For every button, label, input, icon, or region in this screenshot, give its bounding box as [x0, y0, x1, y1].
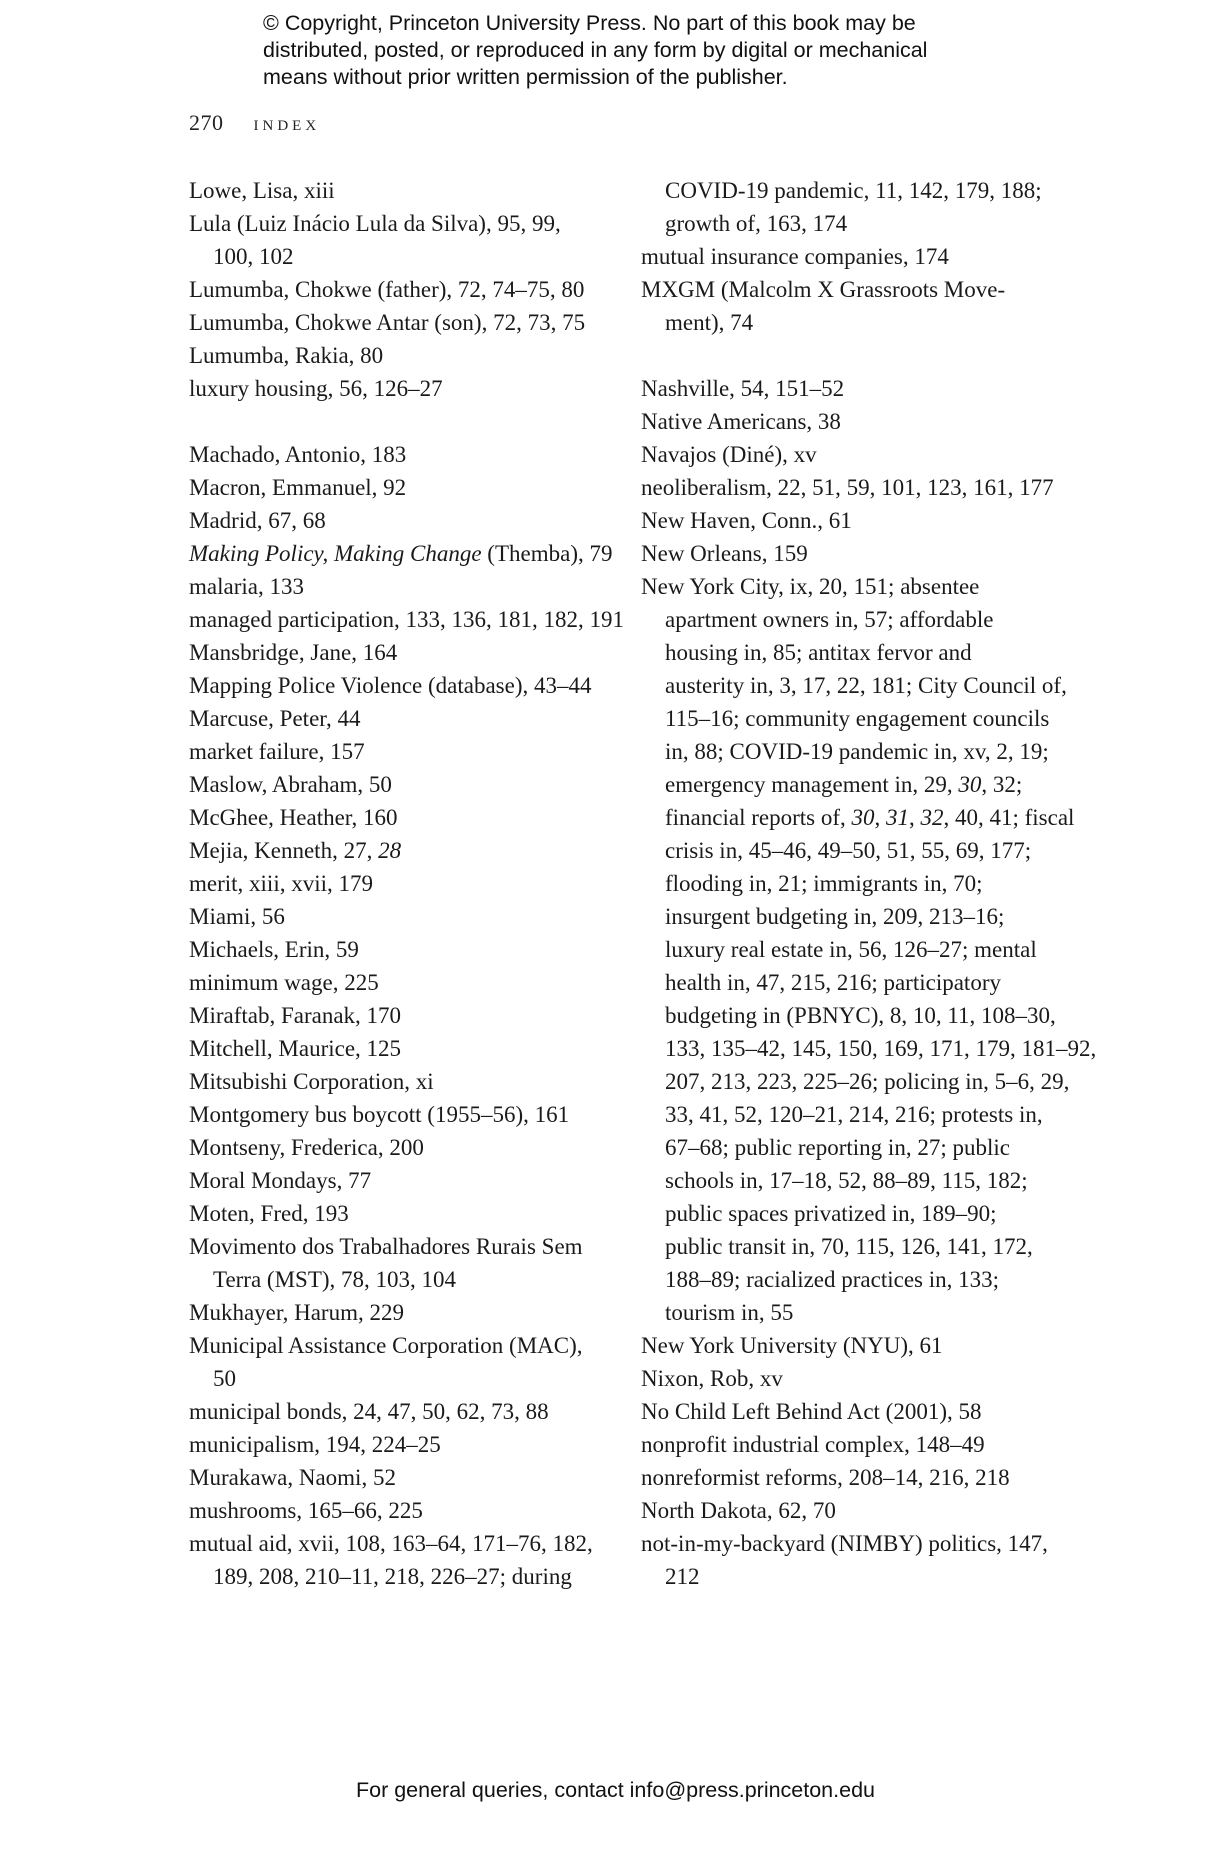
- index-entry-continuation: apartment owners in, 57; affordable: [665, 607, 994, 632]
- index-entry: New York City, ix, 20, 151; absentee: [641, 574, 980, 599]
- index-entry: New Orleans, 159: [641, 541, 808, 566]
- index-entry-continuation: budgeting in (PBNYC), 8, 10, 11, 108–30,: [665, 1003, 1056, 1028]
- footer-contact: For general queries, contact info@press.princeton.edu: [355, 1778, 875, 1802]
- index-entry: New York University (NYU), 61: [641, 1333, 943, 1358]
- index-entry: luxury housing, 56, 126–27: [189, 376, 443, 401]
- index-entry: Michaels, Erin, 59: [189, 937, 359, 962]
- index-entry-continuation: 188–89; racialized practices in, 133;: [665, 1267, 1000, 1292]
- index-entry-text: ,: [874, 805, 886, 830]
- index-entry: Marcuse, Peter, 44: [189, 706, 361, 731]
- index-entry: Macron, Emmanuel, 92: [189, 475, 407, 500]
- copyright-line: © Copyright, Princeton University Press. No part of this book may be: [263, 11, 916, 35]
- index-entry-continuation: 115–16; community engagement councils: [665, 706, 1050, 731]
- figure-page-ref: 30: [851, 805, 875, 830]
- index-entry: New Haven, Conn., 61: [641, 508, 852, 533]
- index-entry: nonreformist reforms, 208–14, 216, 218: [641, 1465, 1010, 1490]
- index-entry-continuation: 50: [213, 1366, 236, 1391]
- index-entry-text: financial reports of,: [665, 805, 852, 830]
- index-entry: Municipal Assistance Corporation (MAC),: [189, 1333, 583, 1358]
- index-entry: Mukhayer, Harum, 229: [189, 1300, 404, 1325]
- index-entry-continuation: in, 88; COVID-19 pandemic in, xv, 2, 19;: [665, 739, 1049, 764]
- index-entry: Lumumba, Chokwe (father), 72, 74–75, 80: [189, 277, 585, 302]
- index-entry: Machado, Antonio, 183: [189, 442, 407, 467]
- book-title: Making Policy, Making Change: [189, 541, 482, 566]
- index-entry-continuation: housing in, 85; antitax fervor and: [665, 640, 972, 665]
- index-entry: Native Americans, 38: [641, 409, 841, 434]
- index-entry-continuation: [641, 768, 1071, 801]
- index-entry-continuation: 100, 102: [213, 244, 294, 269]
- index-entry: Mitchell, Maurice, 125: [189, 1036, 402, 1061]
- index-entry: MXGM (Malcolm X Grassroots Move-: [641, 277, 1006, 302]
- index-entry: nonprofit industrial complex, 148–49: [641, 1432, 985, 1457]
- letter-group-gap: [189, 405, 629, 438]
- index-entry: Lowe, Lisa, xiii: [189, 178, 335, 203]
- figure-page-ref: 30: [958, 772, 982, 797]
- index-entry: Maslow, Abraham, 50: [189, 772, 392, 797]
- index-entry: mushrooms, 165–66, 225: [189, 1498, 423, 1523]
- index-entry-continuation: Terra (MST), 78, 103, 104: [213, 1267, 457, 1292]
- index-entry-continuation: health in, 47, 215, 216; participatory: [665, 970, 1001, 995]
- index-entry: Montseny, Frederica, 200: [189, 1135, 424, 1160]
- copyright-line: distributed, posted, or reproduced in any form by digital or mechanical: [263, 38, 928, 62]
- index-entry: Lula (Luiz Inácio Lula da Silva), 95, 99,: [189, 211, 561, 236]
- index-entry-continuation: 67–68; public reporting in, 27; public: [665, 1135, 1010, 1160]
- index-entry: Movimento dos Trabalhadores Rurais Sem: [189, 1234, 583, 1259]
- index-entry-text: , 40, 41; fiscal: [943, 805, 1075, 830]
- letter-group-gap: [641, 339, 1071, 372]
- index-entry: neoliberalism, 22, 51, 59, 101, 123, 161, 177: [641, 475, 1054, 500]
- index-entry-continuation: insurgent budgeting in, 209, 213–16;: [665, 904, 1005, 929]
- copyright-notice: [263, 10, 1023, 91]
- index-entry: market failure, 157: [189, 739, 365, 764]
- index-entry: Montgomery bus boycott (1955–56), 161: [189, 1102, 570, 1127]
- index-entry-text: Mejia, Kenneth, 27,: [189, 838, 379, 863]
- index-entry-continuation: schools in, 17–18, 52, 88–89, 115, 182;: [665, 1168, 1028, 1193]
- index-entry-continuation: 33, 41, 52, 120–21, 214, 216; protests in,: [665, 1102, 1043, 1127]
- index-entry: North Dakota, 62, 70: [641, 1498, 836, 1523]
- figure-page-ref: 32: [920, 805, 944, 830]
- index-entry-continuation: luxury real estate in, 56, 126–27; mental: [665, 937, 1037, 962]
- index-entry-continuation: growth of, 163, 174: [665, 211, 848, 236]
- index-entry: Murakawa, Naomi, 52: [189, 1465, 396, 1490]
- running-head: [189, 110, 320, 136]
- index-entry: minimum wage, 225: [189, 970, 379, 995]
- index-entry: Mansbridge, Jane, 164: [189, 640, 398, 665]
- index-column-left: [189, 174, 629, 1593]
- index-entry-continuation: flooding in, 21; immigrants in, 70;: [665, 871, 983, 896]
- index-entry-continuation: crisis in, 45–46, 49–50, 51, 55, 69, 177;: [665, 838, 1032, 863]
- index-entry-continuation: austerity in, 3, 17, 22, 181; City Council of,: [665, 673, 1067, 698]
- index-column-right: [641, 174, 1097, 1593]
- index-entry: Lumumba, Chokwe Antar (son), 72, 73, 75: [189, 310, 586, 335]
- index-entry-text: , 32;: [981, 772, 1023, 797]
- index-entry-continuation: public spaces privatized in, 189–90;: [665, 1201, 997, 1226]
- figure-page-ref: 31: [885, 805, 909, 830]
- figure-page-ref: 28: [378, 838, 402, 863]
- index-entry: No Child Left Behind Act (2001), 58: [641, 1399, 982, 1424]
- index-entry: McGhee, Heather, 160: [189, 805, 398, 830]
- index-entry: municipalism, 194, 224–25: [189, 1432, 441, 1457]
- index-entry: Mapping Police Violence (database), 43–44: [189, 673, 592, 698]
- copyright-line: means without prior written permission of the publisher.: [263, 65, 788, 89]
- index-entry-continuation: public transit in, 70, 115, 126, 141, 172,: [665, 1234, 1033, 1259]
- index-entry-continuation: [641, 801, 1075, 834]
- index-entry-text: (Themba), 79: [481, 541, 613, 566]
- index-entry: merit, xiii, xvii, 179: [189, 871, 373, 896]
- index-entry-continuation: 212: [665, 1564, 700, 1589]
- index-entry: malaria, 133: [189, 574, 304, 599]
- index-entry: [189, 834, 629, 867]
- index-entry: not-in-my-backyard (NIMBY) politics, 147,: [641, 1531, 1048, 1556]
- index-entry-continuation: COVID-19 pandemic, 11, 142, 179, 188;: [665, 178, 1042, 203]
- index-entry-text: emergency management in, 29,: [665, 772, 959, 797]
- index-entry: [189, 537, 629, 570]
- index-entry: Miami, 56: [189, 904, 285, 929]
- index-entry: Navajos (Diné), xv: [641, 442, 817, 467]
- index-entry-continuation: ment), 74: [665, 310, 754, 335]
- index-entry: Miraftab, Faranak, 170: [189, 1003, 402, 1028]
- page-number: 270: [189, 110, 224, 135]
- index-entry: Lumumba, Rakia, 80: [189, 343, 384, 368]
- index-entry: Mitsubishi Corporation, xi: [189, 1069, 434, 1094]
- index-entry: managed participation, 133, 136, 181, 182, 191: [189, 607, 625, 632]
- index-entry: mutual insurance companies, 174: [641, 244, 949, 269]
- index-entry: Nashville, 54, 151–52: [641, 376, 845, 401]
- index-entry: Moral Mondays, 77: [189, 1168, 372, 1193]
- index-entry: municipal bonds, 24, 47, 50, 62, 73, 88: [189, 1399, 549, 1424]
- index-entry-continuation: tourism in, 55: [665, 1300, 794, 1325]
- index-entry-continuation: 133, 135–42, 145, 150, 169, 171, 179, 181–92,: [665, 1036, 1097, 1061]
- index-entry: Madrid, 67, 68: [189, 508, 326, 533]
- index-entry-continuation: 207, 213, 223, 225–26; policing in, 5–6, 29,: [665, 1069, 1070, 1094]
- index-entry-text: ,: [908, 805, 921, 830]
- index-entry: Nixon, Rob, xv: [641, 1366, 783, 1391]
- page-title: index: [253, 110, 321, 135]
- index-entry: mutual aid, xvii, 108, 163–64, 171–76, 182,: [189, 1531, 593, 1556]
- index-entry-continuation: 189, 208, 210–11, 218, 226–27; during: [213, 1564, 572, 1589]
- index-entry: Moten, Fred, 193: [189, 1201, 349, 1226]
